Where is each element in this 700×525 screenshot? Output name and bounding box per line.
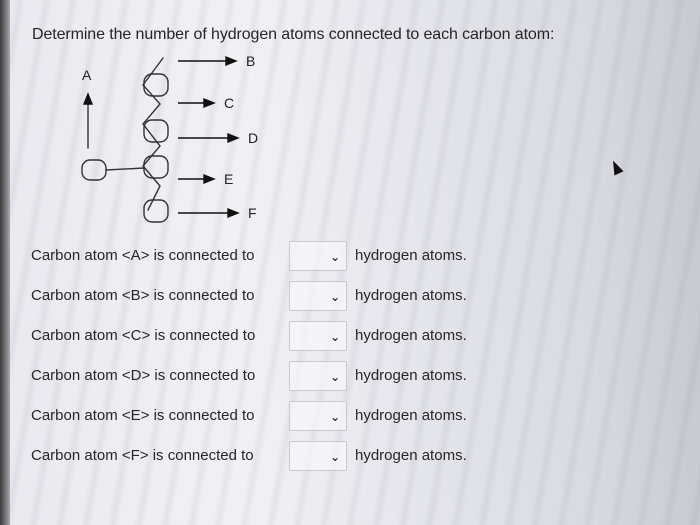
row-suffix: hydrogen atoms. (355, 287, 467, 304)
bond-line (106, 168, 144, 170)
skeletal-structure-diagram (60, 50, 300, 230)
mouse-pointer-icon (609, 159, 624, 176)
ring-shape (144, 156, 168, 178)
chevron-down-icon: ⌄ (329, 330, 340, 344)
bond-line (143, 58, 163, 210)
row-suffix: hydrogen atoms. (355, 247, 467, 264)
label-d: D (248, 130, 259, 146)
label-e: E (224, 171, 234, 187)
label-a: A (82, 67, 92, 83)
screen-edge (0, 0, 10, 525)
hydrogen-count-select-f[interactable] (289, 441, 347, 471)
ring-shape (82, 160, 106, 180)
hydrogen-count-select-a[interactable] (289, 241, 347, 271)
row-label: Carbon atom <E> is connected to (31, 407, 255, 424)
row-label: Carbon atom <C> is connected to (31, 327, 256, 344)
hydrogen-count-select-e[interactable] (289, 401, 347, 431)
chevron-down-icon: ⌄ (329, 250, 340, 264)
question-title: Determine the number of hydrogen atoms connected to each carbon atom: (32, 26, 555, 43)
chevron-down-icon: ⌄ (329, 370, 340, 384)
hydrogen-count-select-b[interactable] (289, 281, 347, 311)
row-suffix: hydrogen atoms. (355, 407, 467, 424)
hydrogen-count-select-c[interactable] (289, 321, 347, 351)
label-f: F (248, 205, 257, 221)
answer-row-f (31, 441, 551, 471)
row-label: Carbon atom <F> is connected to (31, 447, 254, 464)
row-label: Carbon atom <B> is connected to (31, 287, 255, 304)
label-c: C (224, 95, 235, 111)
answer-row-b (31, 281, 551, 311)
label-b: B (246, 53, 256, 69)
chevron-down-icon: ⌄ (329, 410, 340, 424)
chevron-down-icon: ⌄ (329, 450, 340, 464)
answer-row-a (31, 241, 551, 271)
ring-shape (144, 200, 168, 222)
row-label: Carbon atom <A> is connected to (31, 247, 255, 264)
answer-row-e (31, 401, 551, 431)
row-suffix: hydrogen atoms. (355, 447, 467, 464)
hydrogen-count-select-d[interactable] (289, 361, 347, 391)
chevron-down-icon: ⌄ (329, 290, 340, 304)
row-label: Carbon atom <D> is connected to (31, 367, 256, 384)
answer-row-d (31, 361, 551, 391)
row-suffix: hydrogen atoms. (355, 327, 467, 344)
answer-row-c (31, 321, 551, 351)
ring-shape (144, 74, 168, 96)
row-suffix: hydrogen atoms. (355, 367, 467, 384)
